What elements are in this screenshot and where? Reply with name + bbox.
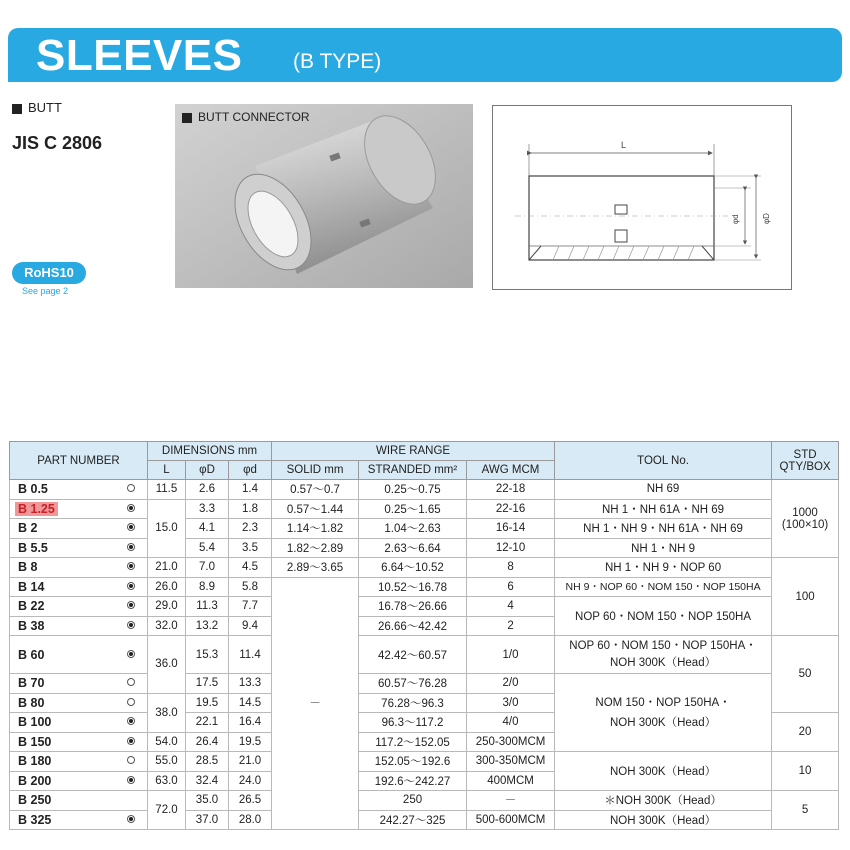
mark-filled-icon [127,717,135,725]
rohs-note: See page 2 [22,286,69,296]
table-row [10,558,839,578]
awg-cell: 400MCM [467,771,555,791]
product-photo [175,104,473,288]
d-cell: 1.4 [229,480,272,500]
table-row [10,519,839,539]
awg-cell: 6 [467,577,555,597]
D-cell: 35.0 [186,791,229,811]
L-cell: 26.0 [148,577,186,597]
solid-cell-merged: － [272,577,359,830]
part-cell [10,538,148,558]
L-cell: 29.0 [148,597,186,617]
stranded-cell: 0.25～0.75 [359,480,467,500]
mark-filled-icon [127,562,135,570]
solid-cell: 2.89～3.65 [272,558,359,578]
qty-cell: 20 [772,713,839,752]
part-cell [10,616,148,636]
tool-cell: ＊NOH 300K（Head） [555,791,772,811]
tool-cell: NH 1・NH 9・NH 61A・NH 69 [555,519,772,539]
mark-filled-icon [127,601,135,609]
title-banner [8,28,842,82]
stranded-cell: 1.04～2.63 [359,519,467,539]
category-label [12,100,62,115]
stranded-cell: 42.42～60.57 [359,636,467,674]
qty-cell: 50 [772,636,839,713]
L-cell: 55.0 [148,752,186,772]
tool-cell: NOM 150・NOP 150HA・ NOH 300K（Head） [555,674,772,752]
part-cell [10,636,148,674]
L-cell: 11.5 [148,480,186,500]
awg-cell: － [467,791,555,811]
L-cell: 72.0 [148,791,186,830]
mark-open-icon [127,678,135,686]
stranded-cell: 0.25～1.65 [359,499,467,519]
awg-cell: 500-600MCM [467,810,555,830]
table-row [10,674,839,694]
qty-cell: 100 [772,558,839,636]
part-cell [10,791,148,811]
stranded-cell: 2.63～6.64 [359,538,467,558]
photo-label [182,110,310,124]
solid-cell: 0.57～0.7 [272,480,359,500]
dimension-drawing [492,105,792,290]
table-row [10,597,839,617]
d-cell: 11.4 [229,636,272,674]
stranded-cell: 10.52～16.78 [359,577,467,597]
header-tool: TOOL No. [555,442,772,480]
d-cell: 13.3 [229,674,272,694]
mark-filled-icon [127,504,135,512]
solid-cell: 1.82～2.89 [272,538,359,558]
L-cell: 36.0 [148,636,186,694]
d-cell: 28.0 [229,810,272,830]
d-cell: 3.5 [229,538,272,558]
page-title: SLEEVES [36,31,243,80]
header-D: φD [186,461,229,480]
part-cell [10,771,148,791]
L-cell: 15.0 [148,499,186,558]
tool-cell: NOH 300K（Head） [555,810,772,830]
d-cell: 7.7 [229,597,272,617]
D-cell: 37.0 [186,810,229,830]
part-number-highlighted: B 1.25 [15,502,58,516]
part-cell [10,558,148,578]
mark-filled-icon [127,523,135,531]
header-solid: SOLID mm [272,461,359,480]
awg-cell: 2/0 [467,674,555,694]
mark-filled-icon [127,582,135,590]
awg-cell: 250-300MCM [467,732,555,752]
d-cell: 24.0 [229,771,272,791]
part-number: B 22 [18,599,45,614]
stranded-cell: 6.64～10.52 [359,558,467,578]
stranded-cell: 60.57～76.28 [359,674,467,694]
d-cell: 19.5 [229,732,272,752]
part-number: B 14 [18,579,45,594]
table-row [10,791,839,811]
d-cell: 16.4 [229,713,272,733]
awg-cell: 16-14 [467,519,555,539]
tool-cell: NOH 300K（Head） [555,752,772,791]
part-number: B 70 [18,676,45,691]
part-number: B 2 [18,521,38,536]
header-std-qty: STD QTY/BOX [772,442,839,480]
part-number: B 180 [18,754,52,769]
photo-label-text: BUTT CONNECTOR [198,110,310,124]
L-cell: 63.0 [148,771,186,791]
solid-cell: 0.57～1.44 [272,499,359,519]
awg-cell: 3/0 [467,693,555,713]
D-cell: 22.1 [186,713,229,733]
length-label: L [621,140,627,150]
part-number: B 200 [18,773,52,788]
header-awg: AWG MCM [467,461,555,480]
part-cell [10,752,148,772]
L-cell: 38.0 [148,693,186,732]
header-wire-range: WIRE RANGE [272,442,555,461]
part-cell [10,674,148,694]
stranded-cell: 152.05～192.6 [359,752,467,772]
table-row [10,499,839,519]
rohs-badge: RoHS10 [12,262,86,284]
part-cell [10,480,148,500]
part-cell [10,499,148,519]
table-row [10,810,839,830]
standard-label: JIS C 2806 [12,133,103,153]
stranded-cell: 16.78～26.66 [359,597,467,617]
part-number: B 325 [18,812,52,827]
D-cell: 3.3 [186,499,229,519]
qty-cell: 1000 (100×10) [772,480,839,558]
part-number: B 0.5 [18,482,48,497]
mark-open-icon [127,756,135,764]
tool-cell: NH 9・NOP 60・NOM 150・NOP 150HA [555,577,772,597]
D-cell: 32.4 [186,771,229,791]
tool-cell: NH 1・NH 61A・NH 69 [555,499,772,519]
tool-cell: NH 1・NH 9・NOP 60 [555,558,772,578]
d-cell: 2.3 [229,519,272,539]
D-cell: 13.2 [186,616,229,636]
tool-cell: NOP 60・NOM 150・NOP 150HA [555,597,772,636]
part-number: B 80 [18,695,45,710]
L-cell: 54.0 [148,732,186,752]
table-row [10,538,839,558]
d-cell: 9.4 [229,616,272,636]
d-cell: 21.0 [229,752,272,772]
awg-cell: 22-18 [467,480,555,500]
D-cell: 2.6 [186,480,229,500]
D-cell: 15.3 [186,636,229,674]
awg-cell: 300-350MCM [467,752,555,772]
D-cell: 26.4 [186,732,229,752]
square-bullet-icon [12,104,22,114]
part-cell [10,597,148,617]
L-cell: 32.0 [148,616,186,636]
part-number: B 60 [18,647,45,662]
D-cell: 8.9 [186,577,229,597]
mark-filled-icon [127,650,135,658]
outer-diameter-label: φD [762,213,771,224]
part-cell [10,519,148,539]
awg-cell: 4 [467,597,555,617]
mark-open-icon [127,698,135,706]
d-cell: 26.5 [229,791,272,811]
awg-cell: 4/0 [467,713,555,733]
stranded-cell: 26.66～42.42 [359,616,467,636]
part-number: B 38 [18,618,45,633]
header-dimensions: DIMENSIONS mm [148,442,272,461]
awg-cell: 1/0 [467,636,555,674]
tool-cell: NOP 60・NOM 150・NOP 150HA・ NOH 300K（Head） [555,636,772,674]
stranded-cell: 117.2～152.05 [359,732,467,752]
d-cell: 4.5 [229,558,272,578]
mark-open-icon [127,484,135,492]
awg-cell: 2 [467,616,555,636]
category-text: BUTT [28,100,62,115]
part-cell [10,577,148,597]
tool-cell: NH 69 [555,480,772,500]
part-cell [10,732,148,752]
mark-filled-icon [127,737,135,745]
D-cell: 11.3 [186,597,229,617]
mark-filled-icon [127,815,135,823]
part-number: B 150 [18,734,52,749]
part-cell [10,693,148,713]
awg-cell: 8 [467,558,555,578]
mark-filled-icon [127,776,135,784]
tool-cell: NH 1・NH 9 [555,538,772,558]
square-bullet-icon [182,113,192,123]
header-part-number: PART NUMBER [10,442,148,480]
L-cell: 21.0 [148,558,186,578]
sleeve-diagram [493,106,791,289]
header-d: φd [229,461,272,480]
D-cell: 5.4 [186,538,229,558]
table-row [10,636,839,674]
part-cell [10,713,148,733]
mark-filled-icon [127,621,135,629]
stranded-cell: 242.27～325 [359,810,467,830]
qty-cell: 5 [772,791,839,830]
spec-table [9,441,839,830]
inner-diameter-label: φd [731,214,740,224]
part-number: B 100 [18,715,52,730]
D-cell: 7.0 [186,558,229,578]
stranded-cell: 96.3～117.2 [359,713,467,733]
stranded-cell: 250 [359,791,467,811]
D-cell: 19.5 [186,693,229,713]
page-subtitle: (B TYPE) [293,50,382,73]
stranded-cell: 192.6～242.27 [359,771,467,791]
awg-cell: 22-16 [467,499,555,519]
D-cell: 4.1 [186,519,229,539]
mark-filled-icon [127,543,135,551]
d-cell: 5.8 [229,577,272,597]
header-L: L [148,461,186,480]
part-number: B 250 [18,793,52,808]
stranded-cell: 76.28～96.3 [359,693,467,713]
qty-cell: 10 [772,752,839,791]
butt-connector-image [175,104,473,288]
solid-cell: 1.14～1.82 [272,519,359,539]
part-number: B 8 [18,560,38,575]
table-row [10,480,839,500]
awg-cell: 12-10 [467,538,555,558]
D-cell: 28.5 [186,752,229,772]
D-cell: 17.5 [186,674,229,694]
d-cell: 14.5 [229,693,272,713]
table-row [10,577,839,597]
header-stranded: STRANDED mm² [359,461,467,480]
table-row [10,752,839,772]
part-number: B 5.5 [18,540,48,555]
d-cell: 1.8 [229,499,272,519]
part-cell [10,810,148,830]
